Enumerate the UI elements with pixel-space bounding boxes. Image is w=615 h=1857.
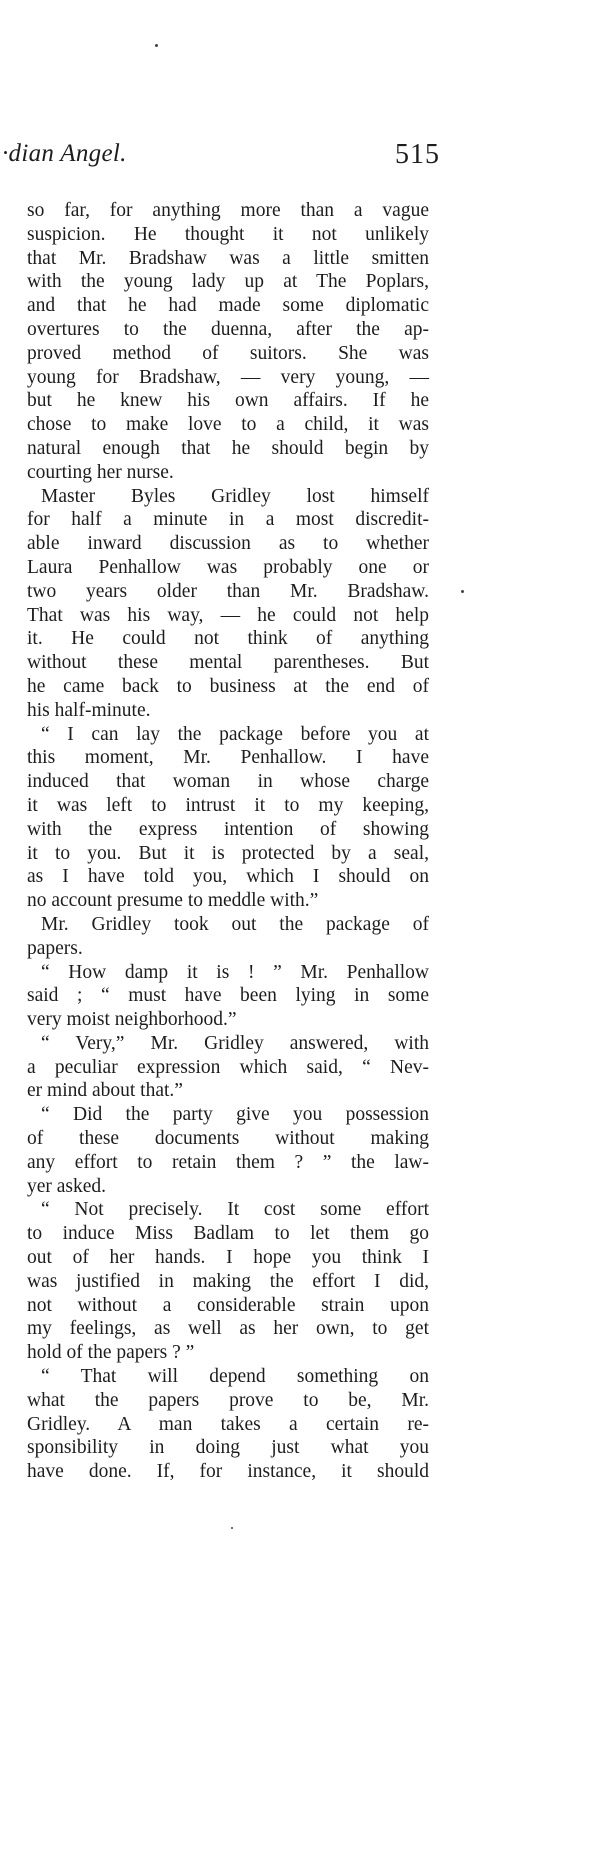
text-line: That was his way, — he could not help	[27, 604, 429, 626]
paragraph	[27, 961, 429, 1032]
text-line: proved method of suitors. She was	[27, 342, 429, 364]
text-line: a peculiar expression which said, “ Nev-	[27, 1056, 429, 1078]
text-line: it. He could not think of anything	[27, 628, 429, 650]
text-line: chose to make love to a child, it was	[27, 414, 429, 436]
text-line: Mr. Gridley took out the package of	[41, 913, 429, 935]
paragraph	[27, 1032, 429, 1103]
text-line: it to you. But it is protected by a seal,	[27, 842, 429, 864]
paragraph	[27, 913, 429, 961]
page-number: 515	[395, 139, 440, 170]
text-line: not without a considerable strain upon	[27, 1294, 429, 1316]
text-line: have done. If, for instance, it should	[27, 1461, 429, 1483]
text-line: Gridley. A man takes a certain re-	[27, 1413, 429, 1435]
paragraph	[27, 1198, 429, 1365]
text-line: no account presume to meddle with.”	[27, 890, 319, 912]
text-line: with the express intention of showing	[27, 818, 429, 840]
print-speck-top	[155, 44, 158, 47]
text-line: out of her hands. I hope you think I	[27, 1247, 429, 1269]
text-line: papers.	[27, 937, 83, 959]
text-line: very moist neighborhood.”	[27, 1009, 237, 1031]
text-line: any effort to retain them ? ” the law-	[27, 1151, 429, 1173]
paragraph	[27, 485, 429, 723]
text-line: “ Did the party give you possession	[41, 1104, 429, 1126]
text-line: without these mental parentheses. But	[27, 652, 429, 674]
text-line: that Mr. Bradshaw was a little smitten	[27, 247, 429, 269]
text-line: his half-minute.	[27, 699, 151, 721]
paragraph	[27, 1365, 429, 1484]
page-header	[0, 140, 440, 180]
text-line: what the papers prove to be, Mr.	[27, 1389, 429, 1411]
text-line: to induce Miss Badlam to let them go	[27, 1223, 429, 1245]
text-line: “ That will depend something on	[41, 1366, 429, 1388]
body-text	[27, 199, 429, 1484]
text-line: er mind about that.”	[27, 1080, 183, 1102]
text-line: said ; “ must have been lying in some	[27, 985, 429, 1007]
text-line: was justified in making the effort I did,	[27, 1270, 429, 1292]
text-line: this moment, Mr. Penhallow. I have	[27, 747, 429, 769]
text-line: induced that woman in whose charge	[27, 771, 429, 793]
text-line: hold of the papers ? ”	[27, 1342, 195, 1364]
text-line: “ Very,” Mr. Gridley answered, with	[41, 1032, 429, 1054]
text-line: Laura Penhallow was probably one or	[27, 556, 429, 578]
text-line: yer asked.	[27, 1175, 107, 1197]
text-line: natural enough that he should begin by	[27, 437, 429, 459]
text-line: overtures to the duenna, after the ap-	[27, 318, 429, 340]
text-line: suspicion. He thought it not unlikely	[27, 223, 429, 245]
text-line: able inward discussion as to whether	[27, 533, 429, 555]
text-line: it was left to intrust it to my keeping,	[27, 794, 429, 816]
text-line: young for Bradshaw, — very young, —	[27, 366, 429, 388]
text-line: “ I can lay the package before you at	[41, 723, 429, 745]
text-line: sponsibility in doing just what you	[27, 1437, 429, 1459]
text-line: for half a minute in a most discredit-	[27, 509, 429, 531]
text-line: Master Byles Gridley lost himself	[41, 485, 429, 507]
text-line: and that he had made some diplomatic	[27, 295, 429, 317]
text-line: with the young lady up at The Poplars,	[27, 271, 429, 293]
print-speck-margin	[461, 590, 464, 593]
text-line: “ Not precisely. It cost some effort	[41, 1199, 429, 1221]
text-line: he came back to business at the end of	[27, 675, 429, 697]
text-line: “ How damp it is ! ” Mr. Penhallow	[41, 961, 429, 983]
text-line: so far, for anything more than a vague	[27, 200, 429, 221]
running-title: ·dian Angel.	[2, 140, 127, 167]
paragraph	[27, 1103, 429, 1198]
text-line: my feelings, as well as her own, to get	[27, 1318, 429, 1340]
text-line: of these documents without making	[27, 1128, 429, 1150]
print-speck-bottom	[231, 1527, 233, 1529]
text-line: two years older than Mr. Bradshaw.	[27, 580, 429, 602]
text-line: as I have told you, which I should on	[27, 866, 429, 888]
paragraph	[27, 723, 429, 913]
text-line: courting her nurse.	[27, 461, 174, 483]
paragraph	[27, 199, 429, 485]
text-line: but he knew his own affairs. If he	[27, 390, 429, 412]
